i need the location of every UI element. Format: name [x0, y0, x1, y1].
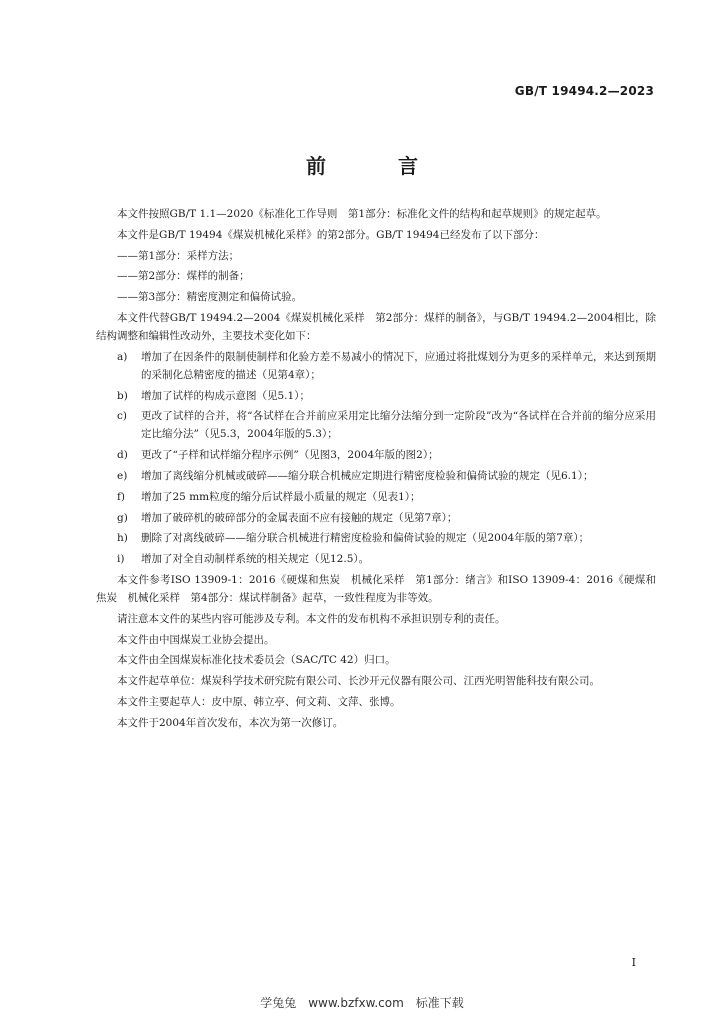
change-text: 更改了试样的合并，将“各试样在合并前应采用定比缩分法缩分到一定阶段”改为“各试样在合并前的缩分应采用定比缩分法”（见5.3，2004年版的5.3）；: [141, 410, 656, 441]
change-label: d): [117, 449, 128, 462]
paragraph: 本文件参考ISO 13909-1：2016《硬煤和焦炭 机械化采样 第1部分：绪言》和ISO 13909-4：2016《硬煤和焦炭 机械化采样 第4部分：煤试样制备》起草，一致性程度为非等效。: [96, 573, 656, 604]
change-text: 增加了对全自动制样系统的相关规定（见12.5）。: [141, 553, 370, 566]
paragraph: 本文件主要起草人：皮中原、韩立亭、何文莉、文萍、张博。: [117, 695, 401, 708]
change-text: 增加了试样的构成示意图（见5.1）；: [141, 389, 310, 402]
change-label: b): [117, 389, 128, 402]
change-label: h): [117, 532, 128, 545]
change-list-item: [96, 467, 656, 485]
change-list-item: [96, 509, 656, 527]
change-list-item: [96, 488, 656, 506]
paragraph: 本文件由全国煤炭标准化技术委员会（SAC/TC 42）归口。: [117, 654, 396, 667]
change-label: e): [117, 469, 128, 482]
document-body: [96, 205, 656, 735]
change-text: 增加了离线缩分机械或破碎——缩分联合机械应定期进行精密度检验和偏倚试验的规定（见6.1）；: [141, 469, 594, 482]
paragraph: 本文件于2004年首次发布，本次为第一次修订。: [117, 716, 344, 729]
standard-code: GB/T 19494.2—2023: [514, 84, 654, 98]
paragraph: 本文件由中国煤炭工业协会提出。: [117, 633, 275, 646]
change-text: 增加了25 mm粒度的缩分后试样最小质量的规定（见表1）；: [141, 490, 421, 503]
change-label: i): [117, 553, 125, 566]
change-text: 增加了在因条件的限制使制样和化验方差不易减小的情况下，应通过将批煤划分为更多的采样单元，来达到预期的采制化总精密度的描述（见第4章）；: [141, 350, 656, 381]
footer-watermark: 学兔兔 www.bzfxw.com 标准下载: [260, 996, 464, 1010]
paragraph: 本文件代替GB/T 19494.2—2004《煤炭机械化采样 第2部分：煤样的制备》，与GB/T 19494.2—2004相比，除结构调整和编辑性改动外，主要技术变化如下：: [96, 311, 656, 342]
change-label: g): [117, 511, 128, 524]
change-text: 增加了破碎机的破碎部分的金属表面不应有接触的规定（见第7章）；: [141, 511, 458, 524]
change-label: f): [117, 490, 125, 503]
change-text: 删除了对离线破碎——缩分联合机械进行精密度检验和偏倚试验的规定（见2004年版的第7章）；: [141, 532, 590, 545]
change-list-item: [96, 529, 656, 547]
change-list-item: [96, 387, 656, 405]
change-text: 更改了“子样和试样缩分程序示例”（见图3，2004年版的图2）；: [141, 449, 439, 462]
change-list-item: [96, 407, 656, 443]
part-list-item: ——第3部分：精密度测定和偏倚试验。: [117, 291, 303, 304]
paragraph: 本文件是GB/T 19494《煤炭机械化采样》的第2部分。GB/T 19494已经发布了以下部分：: [117, 228, 545, 241]
paragraph: 请注意本文件的某些内容可能涉及专利。本文件的发布机构不承担识别专利的责任。: [117, 612, 506, 625]
paragraph: 本文件按照GB/T 1.1—2020《标准化工作导则 第1部分：标准化文件的结构和起草规则》的规定起草。: [117, 208, 607, 220]
part-list-item: ——第1部分：采样方法；: [117, 249, 240, 262]
change-label: a): [117, 350, 128, 363]
change-list-item: [96, 550, 656, 568]
page-number: I: [631, 956, 636, 969]
change-list-item: [96, 348, 656, 384]
change-label: c): [117, 410, 127, 423]
paragraph: 本文件起草单位：煤炭科学技术研究院有限公司、长沙开元仪器有限公司、江西光明智能科技有限公司。: [117, 675, 600, 688]
part-list-item: ——第2部分：煤样的制备；: [117, 270, 250, 283]
page-title: 前 言: [306, 154, 444, 178]
change-list-item: [96, 446, 656, 464]
